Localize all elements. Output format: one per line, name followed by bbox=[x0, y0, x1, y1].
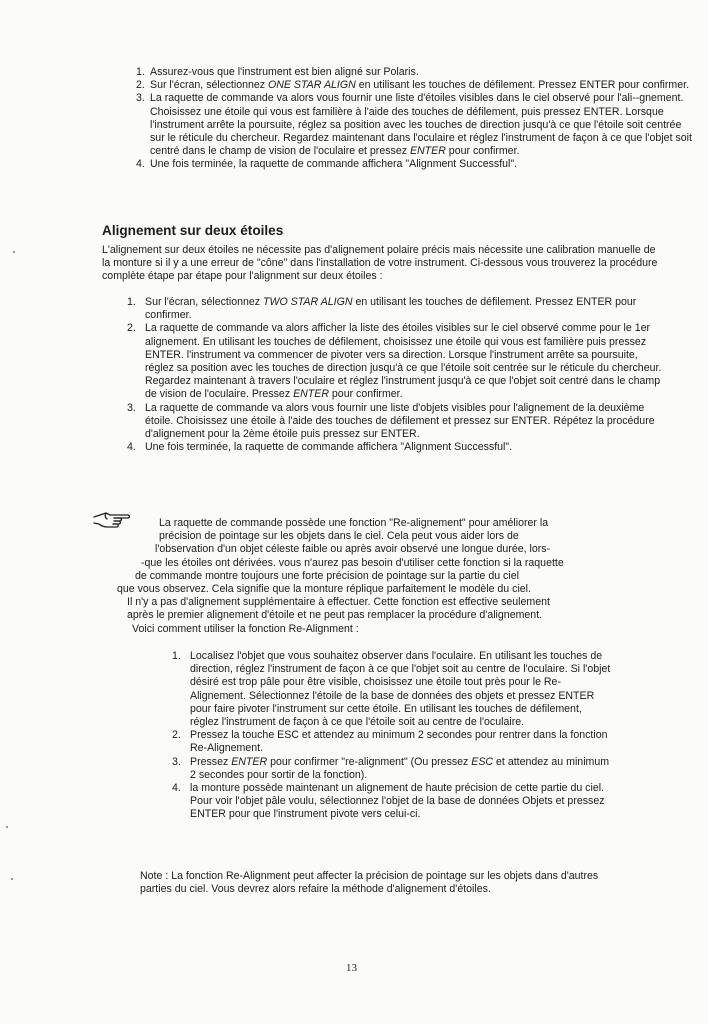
step-number: 4. bbox=[172, 782, 181, 795]
note-line: Voici comment utiliser la fonction Re-Alignment : bbox=[132, 622, 359, 635]
scan-speck bbox=[13, 251, 15, 253]
step-text: la monture possède maintenant un alignement de haute précision de cette partie du ciel. Pour voir l'objet pâle voulu, sélectionnez l'objet de la base de données Objets et pressez ENTER pour que l'instrument pivote vers celui-ci. bbox=[190, 782, 605, 821]
page-number: 13 bbox=[346, 962, 357, 974]
list-item bbox=[172, 782, 612, 822]
list-item bbox=[127, 441, 662, 454]
step-text: Une fois terminée, la raquette de commande affichera "Alignment Successful". bbox=[150, 158, 518, 171]
step-number: 2. bbox=[136, 79, 145, 92]
list-item bbox=[136, 66, 696, 79]
step-number: 4. bbox=[127, 441, 136, 454]
step-number: 1. bbox=[172, 650, 181, 662]
step-number: 2. bbox=[172, 729, 181, 742]
list-item: 3. Pressez ENTER pour confirmer "re-alignment" (Ou pressez ESC et attendez au minimum 2 secondes pour sortir de la fonction). bbox=[172, 755, 610, 781]
note-line: que vous observez. Cela signifie que la monture réplique parfaitement le modèle du ciel. bbox=[117, 583, 531, 596]
note-line: précision de pointage sur les objets dans le ciel. Cela peut vous aider lors de bbox=[159, 530, 519, 543]
step-number: 1. bbox=[127, 296, 136, 308]
step-text: Une fois terminée, la raquette de commande affichera "Alignment Successful". bbox=[145, 441, 513, 454]
note-line: La raquette de commande possède une fonction "Re-alignement" pour améliorer la bbox=[159, 517, 549, 529]
list-item: 1. Sur l'écran, sélectionnez TWO STAR ALIGN en utilisant les touches de défilement. Pressez ENTER pour confirmer. bbox=[127, 296, 637, 322]
two-star-align-steps bbox=[127, 296, 662, 454]
step-number: 1. bbox=[136, 66, 145, 78]
footnote: Note : La fonction Re-Alignment peut affecter la précision de pointage sur les objets dans d'autres parties du ciel. Vous devrez alors refaire la méthode d'alignement d'étoiles. bbox=[140, 870, 599, 896]
note-line: -que les étoiles ont dérivées. vous n'aurez pas besoin d'utiliser cette fonction si la raquette bbox=[141, 556, 564, 569]
scan-speck bbox=[6, 826, 8, 828]
step-number: 3. bbox=[172, 755, 181, 768]
list-item bbox=[172, 650, 612, 729]
note-line: après le premier alignement d'étoile et ne peut pas remplacer la procédure d'alignement. bbox=[127, 609, 543, 622]
step-number: 4. bbox=[136, 158, 145, 171]
realignment-steps bbox=[172, 650, 612, 822]
step-number: 3. bbox=[136, 92, 145, 105]
note-line: Il n'y a pas d'alignement supplémentaire à effectuer. Cette fonction est effective seulement bbox=[127, 596, 550, 609]
intro-paragraph: L'alignement sur deux étoiles ne nécessite pas d'alignement polaire précis mais nécessite une calibration manuelle de la monture si il y a une erreur de "cône" dans l'installation de votre instrument. Ci-dessous vous trouverez la procédure complète étape par étape pour l'alignment sur deux étoiles : bbox=[102, 244, 658, 283]
list-item bbox=[136, 158, 696, 171]
step-text: Pressez la touche ESC et attendez au minimum 2 secondes pour rentrer dans la fonction Re-Alignement. bbox=[190, 729, 608, 755]
step-text: Localisez l'objet que vous souhaitez observer dans l'oculaire. En utilisant les touches de direction, réglez l'instrument de façon à ce que l'objet soit au centre de l'oculaire. Si l'objet désiré est trop pâle pour être visible, choisissez une étoile tout près pour le Re-Alignement. Sélectionnez l'étoile de la base de données des objets et pressez ENTER pour faire pivoter l'instrument sur cette étoile. En utilisant les touches de défilement, réglez l'instrument de façon à ce que l'étoile soit au centre de l'oculaire. bbox=[190, 650, 611, 729]
scan-speck bbox=[11, 878, 13, 880]
list-item bbox=[127, 402, 662, 442]
realignment-note bbox=[111, 517, 671, 636]
list-item: 3. La raquette de commande va alors vous fournir une liste d'étoiles visibles dans le ciel observé pour l'ali--gnement. Choisissez une étoile qui vous est familière à l'aide des touches de défilement, puis pressez ENTER. Lorsque l'instrument arrête la poursuite, réglez sa position avec les touches de direction jusqu'à ce que l'étoile soit centrée sur le réticule du chercheur. Regardez maintenant dans l'oculaire et réglez l'instrument de façon à ce que l'objet soit centré dans le champ de vision de l'oculaire et pressez ENTER pour confirmer. bbox=[136, 92, 692, 158]
step-number: 3. bbox=[127, 401, 136, 414]
note-line: l'observation d'un objet céleste faible ou après avoir observé une longue durée, lors- bbox=[155, 543, 551, 556]
step-text: Assurez-vous que l'instrument est bien aligné sur Polaris. bbox=[150, 66, 419, 78]
step-text: La raquette de commande va alors vous fournir une liste d'objets visibles pour l'alignement de la deuxième étoile. Choisissez une étoile à l'aide des touches de défilement et pressez sur ENTER. Répétez la procédure d'alignement pour la 2ème étoile puis pressez sur ENTER. bbox=[145, 401, 655, 441]
note-line: de commande montre toujours une forte précision de pointage sur la partie du ciel bbox=[135, 569, 519, 582]
list-item: 2. Sur l'écran, sélectionnez ONE STAR ALIGN en utilisant les touches de défilement. Pressez ENTER pour confirmer. bbox=[136, 79, 690, 92]
list-item: 2. La raquette de commande va alors afficher la liste des étoiles visibles sur le ciel observé comme pour le 1er alignement. En utilisant les touches de défilement, choisissez une étoile qui vous est familière puis pressez ENTER. l'instrument va commencer de pivoter vers sa direction. Lorsque l'instrument arrête sa poursuite, réglez sa position avec les touches de direction jusqu'à ce que l'étoile soit centrée sur le réticule du chercheur. Regardez maintenant à travers l'oculaire et réglez l'instrument jusqu'à ce que l'objet soit centré dans le champ de vision de l'oculaire. Pressez ENTER pour confirmer. bbox=[127, 322, 662, 401]
step-number: 2. bbox=[127, 322, 136, 335]
list-item bbox=[172, 729, 612, 755]
one-star-align-steps bbox=[136, 66, 696, 172]
section-heading: Alignement sur deux étoiles bbox=[102, 223, 284, 238]
